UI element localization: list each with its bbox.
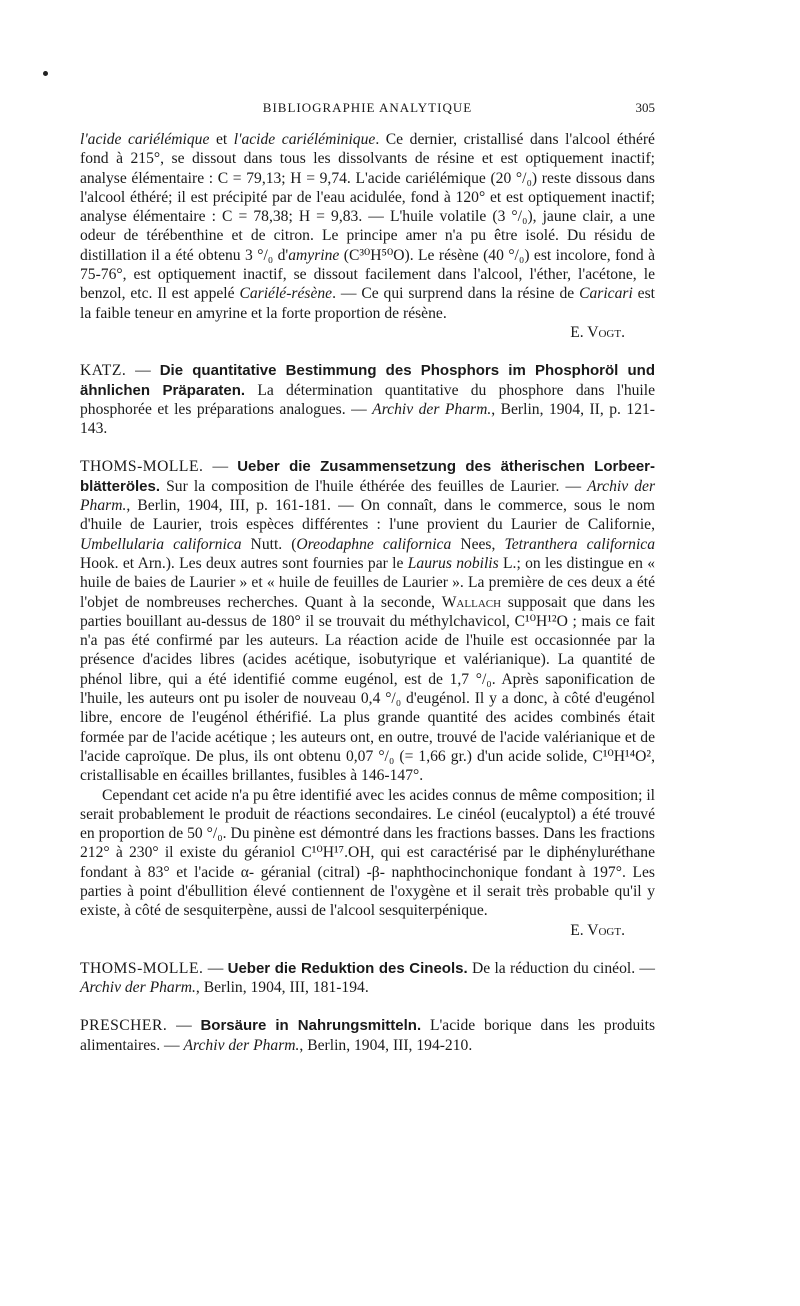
text: L.; on les distingue en « huile de baies de Laurier » et « huile de feuilles de Laurier ». La première de ces deux a été l'objet de nombreuses recherches. Quant à la seconde, [80,554,655,611]
entry-thoms-molle-2 [80,959,655,998]
page-number: 305 [635,100,655,115]
running-head [80,100,655,122]
entry-prescher [80,1016,655,1055]
signature [80,921,655,940]
text: Nees, [451,535,505,553]
citation: , Berlin, 1904, III, 181-194. [195,979,369,997]
citation: , Berlin, 1904, III, 194-210. [299,1036,473,1054]
citation: , Berlin, 1904, III, p. 161-181. — On connaît, dans le commerce, sous le nom d'huile de Laurier, trois espèces différentes : l'une provient du Laurier de Californie, [80,497,655,534]
text: Nutt. ( [241,535,297,553]
author: THOMS-MOLLE. [80,959,204,977]
entry-katz [80,361,655,438]
signature [80,323,655,342]
text: . — Ce qui surprend dans la résine de [332,285,580,303]
text: De la réduction du cinéol. — [467,959,656,977]
text: supposait que dans les parties bouillant au-dessus de 180° il se trouvait du méthylchavicol, C¹⁰H¹²O ; mais ce fait n'a pas été confirmé par les auteurs. La réaction acide de l'huile est occasionnée par la présence d'acides libres (acides acétique, isobutyrique et valérianique). La quantité de phénol libre, qui a été identifié comme eugénol, est de 1,7 °/₀. Après saponification de l'huile, les auteurs ont pu isoler de nouveau 0,4 °/₀ d'eugénol. Il y a donc, à côté d'eugénol libre, encore de l'eugénol éthérifié. La plus grande quantité des acides combinés était formée par de l'acide acétique ; les auteurs ont, en outre, trouvé de l'acide valérianique et de l'acide caproïque. De plus, ils ont obtenu 0,07 °/₀ (= 1,66 gr.) d'un acide solide, C¹⁰H¹⁴O², cristallisable en écailles brillantes, fusibles à 146-147°. [80,593,655,785]
entry-title: Ueber die Zusammensetzung des ätherischen Lorbeer-blätteröles. [80,458,656,495]
text: . Ce dernier, cristallisé dans l'alcool éthéré fond à 215°, se dissout dans tous les dissolvants de résine et est optiquement inactif; analyse élémentaire : C = 79,13; H = 9,74. L'acide cariélémique (20 °/₀) reste dissous dans l'alcool éthéré; il est précipité par de l'eau acidulée, fond à 120° et est optiquement inactif; analyse élémentaire : C = 78,38; H = 9,83. — L'huile volatile (3 °/₀), jaune clair, a une odeur de térébenthine et de citron. Le principe amer n'a pu être isolé. Du résidu de distillation il a été obtenu 3 °/₀ d' [80,131,655,264]
text: — [126,362,160,380]
author: THOMS-MOLLE. [80,458,204,476]
citation: , Berlin, 1904, II, p. 121-143. [80,400,655,438]
entry-continuation [80,130,655,342]
term-italic: Cariélé-résène [239,285,333,303]
page-dot [43,71,48,76]
term-italic: Caricari [579,285,633,303]
text: et [209,131,234,148]
author: PRESCHER. [80,1017,168,1035]
species: Oreodaphne californica [296,535,452,553]
text: — [203,959,228,977]
person-name: Wallach [441,593,502,611]
species: Umbellularia californica [80,535,242,553]
text: (C³⁰H⁵⁰O). Le résène (40 °/₀) est incolore, fond à 75-76°, est optiquement inactif, se dissout facilement dans l'alcool, l'éther, l'acétone, le benzol, etc. Il est appelé [80,246,656,303]
text: Sur la composition de l'huile éthérée des feuilles de Laurier. — [160,477,588,495]
journal: Archiv der Pharm. [372,400,492,418]
term-italic: amyrine [288,246,340,264]
species: Tetranthera californica [504,535,655,553]
term-italic: l'acide cariéléminique [233,131,376,148]
text: — [167,1017,201,1035]
signature-text: E. Vogt. [570,323,625,341]
text: est la faible teneur en amyrine et la forte proportion de résène. [80,285,655,322]
signature-text: E. Vogt. [570,921,625,939]
page [80,100,655,1055]
text: La détermination quantitative du phosphore dans l'huile phosphorée et les préparations analogues. — [80,381,655,418]
species: Laurus nobilis [407,554,499,572]
entry-title: Ueber die Reduktion des Cineols. [227,959,468,977]
term-italic: l'acide cariélémique [80,131,210,148]
running-title: BIBLIOGRAPHIE ANALYTIQUE [262,100,473,115]
author: KATZ. [80,362,127,380]
journal: Archiv der Pharm. [183,1036,300,1054]
entry-title: Borsäure in Nahrungsmitteln. [200,1017,422,1035]
journal: Archiv der Pharm. [80,477,656,515]
entry-thoms-molle-1 [80,457,655,785]
text: — [203,458,238,476]
text: Hook. et Arn.). Les deux autres sont fournies par le [80,554,408,572]
entry-thoms-molle-1-para-2 [80,786,655,940]
journal: Archiv der Pharm. [80,979,196,997]
text: L'acide borique dans les produits alimentaires. — [80,1017,656,1054]
entry-title: Die quantitative Bestimmung des Phosphors im Phosphoröl und ähnlichen Präparaten. [80,362,656,399]
text: Cependant cet acide n'a pu être identifié avec les acides connus de même composition; il serait probablement le produit de réactions secondaires. Le cinéol (eucalyptol) a été trouvé en proportion de 50 °/₀. Du pinène est démontré dans les fractions basses. Dans les fractions 212° à 230° il existe du géraniol C¹⁰H¹⁷.OH, qui est caractérisé par le diphényluréthane fondant à 83° et l'acide α- géranial (citral) -β- naphthocinchonique fondant à 197°. Les parties à point d'ébullition élevé contiennent de l'oxygène et il serait très probable qu'il y existe, à côté de sesquiterpène, aussi de l'alcool sesquiterpénique. [80,786,655,920]
